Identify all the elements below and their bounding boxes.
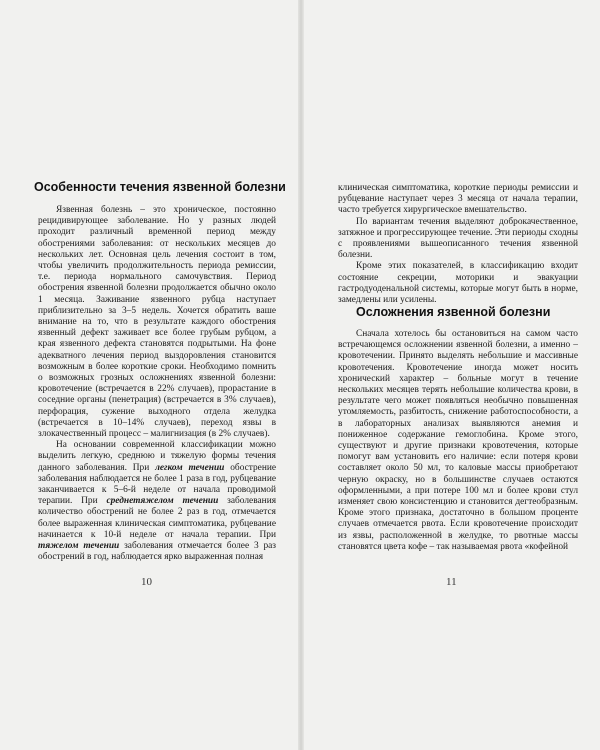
term-medium-course: среднетяжелом течении [106, 496, 219, 507]
term-severe-course: тяжелом течении [38, 541, 120, 552]
right-page-heading: Осложнения язвенной болезни [356, 305, 551, 319]
right-page-bottom-body [338, 329, 578, 553]
right-page-top-body [338, 183, 578, 306]
left-paragraph-2-text-d: заболевания отмечается более 3 раз обострений в год, наблюдается ярко выраженная полная [38, 541, 276, 563]
left-page-heading: Особенности течения язвенной болезни [34, 180, 286, 194]
left-paragraph-1: Язвенная болезнь – это хроническое, постоянно рецидивирующее заболевание. Но у разных людей проходит различный временной период между обострениями заболевания: от нескольких месяцев до нескольких лет. Основная цель лечения состоит в том, чтобы увеличить продолжительность периода ремиссии, т.е. периода нормального самочувствия. Период обострения язвенной болезни продолжается обычно около 1 месяца. Заживание язвенного рубца наступает приблизительно за 3–5 недель. Хочется обратить ваше внимание на то, что в результате каждого обострения язвенный дефект заживает все более грубым рубцом, а края язвенного дефекта становятся подрытыми. На фоне адекватного лечения период выздоровления становится возможным в более короткие сроки. Необходимо помнить о возможных грозных осложнениях язвенной болезни: кровотечение (встречается в 22% случаев), прорастание в соседние органы (пенетрация) (встречается в 3% случаев), перфорация, сужение выходного отдела желудка (встречается в 10–14% случаев), переход язвы в злокачественный процесс – малигнизация (в 2% случаев). [38, 205, 276, 440]
left-paragraph-2 [38, 440, 276, 563]
left-paragraph-2-text-c: заболевания количество обострений не более 2 раз в год, отмечается более выраженная клиническая симптоматика, рубцевание начинается к 10-й неделе от начала терапии. При [38, 496, 277, 540]
left-paragraph-2-text-b: обострение заболевания наблюдается не более 1 раза в год, рубцевание заканчивается к 5–6-й неделе от начала проводимой терапии. При [38, 462, 277, 507]
right-paragraph-secretion: Кроме этих показателей, в классификацию входит состояние секреции, моторики и эвакуации гастродуоденальной системы, которые могут быть в норме, замедлены или усилены. [338, 261, 578, 306]
right-paragraph-complications: Сначала хотелось бы остановиться на самом часто встречающемся осложнении язвенной болезни, а именно – кровотечении. Принято выделять небольшие и массивные кровотечения. Кровотечение иногда может носить хронический характер – больные могут в течение нескольких месяцев терять небольшие количества крови, в результате чего может появляться необычно повышенная утомляемость, разбитость, снижение работоспособности, а в лабораторных анализах выявляются анемия и пониженное содержание гемоглобина. Кроме этого, существуют и другие признаки кровотечения, которые помогут вам установить его наличие: если потеря крови составляет около 50 мл, то каловые массы приобретают черную окраску, но в большинстве случаев остаются оформленными, а при потере 100 мл и более крови стул изменяет свою консистенцию и становится дегтеобразным. Кроме этого признака, достаточно в большом проценте случаев отмечается рвота. Если кровотечение происходит из язвы, расположенной в желудке, то рвотные массы становятся цвета кофе – так называемая рвота «кофейной [338, 329, 578, 552]
left-page-number: 10 [141, 576, 152, 588]
right-page-number: 11 [446, 576, 457, 588]
right-paragraph-variants: По вариантам течения выделяют доброкачественное, затяжное и прогрессирующее течение. Эти периоды сходны с проявлениями вышеописанного течения язвенной болезни. [338, 216, 578, 261]
right-page [304, 0, 600, 750]
right-paragraph-continued: клиническая симптоматика, короткие периоды ремиссии и рубцевание наступает через 3 месяца от начала терапии, часто требуется хирургическое вмешательство. [338, 183, 578, 216]
left-page-body [38, 205, 276, 564]
left-paragraph-2-text-a: На основании современной классификации можно выделить легкую, среднюю и тяжелую формы течения данного заболевания. При [38, 440, 276, 473]
left-page [0, 0, 298, 750]
term-light-course: легком течении [155, 462, 225, 473]
